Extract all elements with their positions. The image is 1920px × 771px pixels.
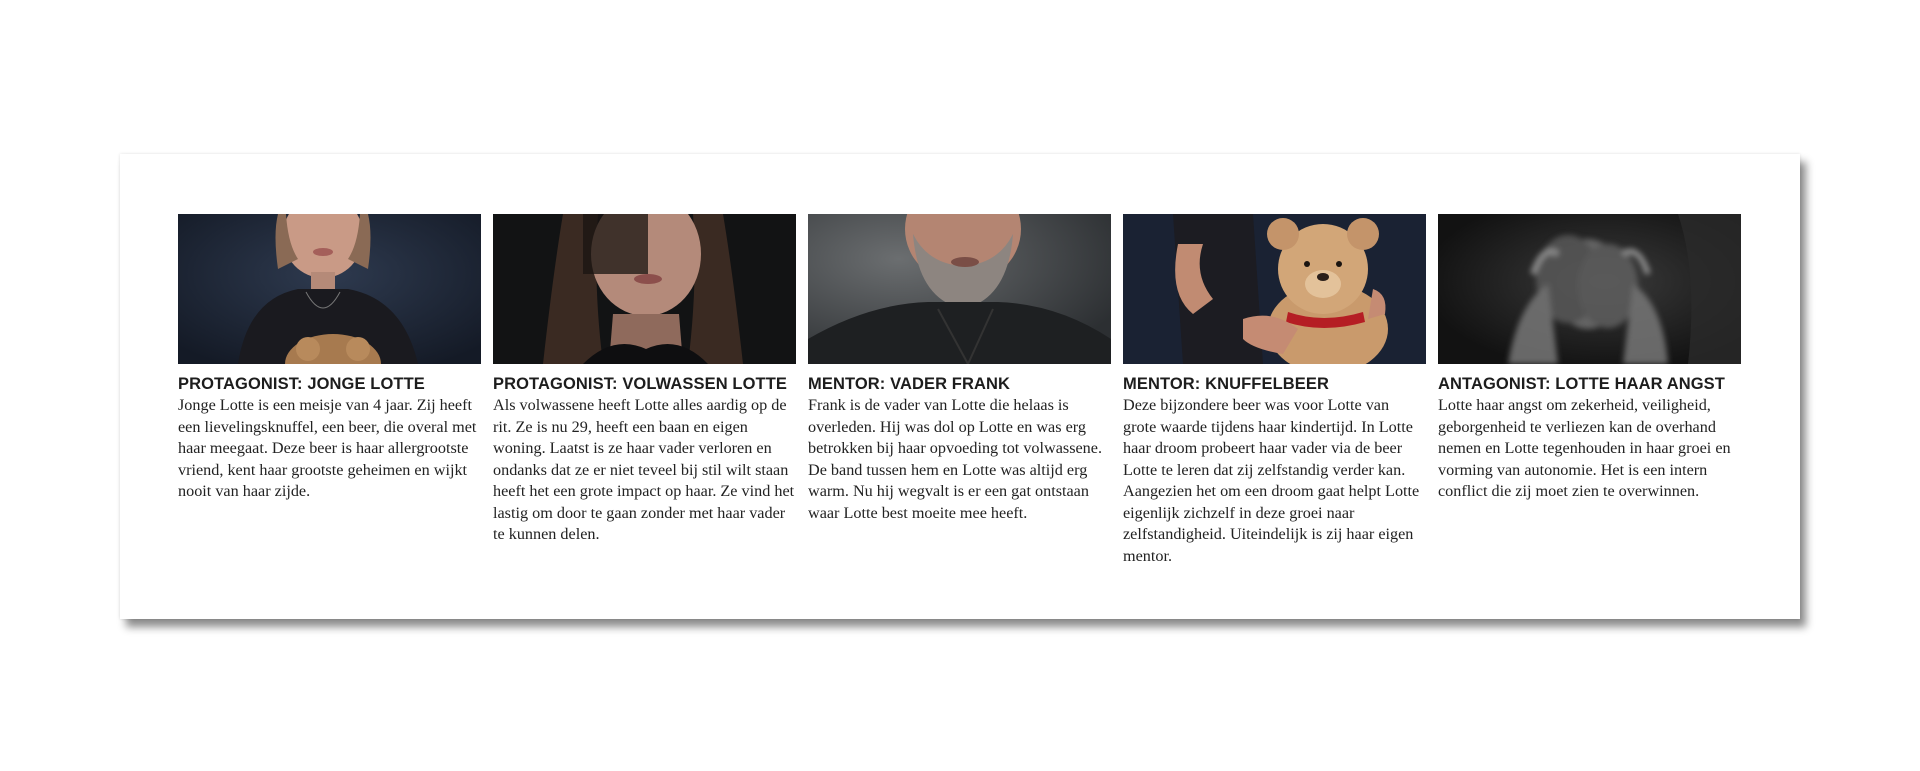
character-card-jonge-lotte (178, 214, 481, 567)
card-description: Frank is de vader van Lotte die helaas is overleden. Hij was dol op Lotte en was erg betrokken bij haar opvoeding tot volwassene. De band tussen hem en Lotte was altijd erg warm. Nu hij wegvalt is er een gat ontstaan waar Lotte best moeite mee heeft. (808, 396, 1102, 522)
card-description: Lotte haar angst om zekerheid, veiligheid, geborgenheid te verliezen kan de overhand nemen en Lotte tegenhouden in haar groei en vorming van autonomie. Het is een intern conflict die zij moet zien te overwinnen. (1438, 396, 1731, 500)
character-card-volwassen-lotte (493, 214, 796, 567)
character-cards (178, 214, 1741, 567)
photo-fearful-woman (1438, 214, 1741, 364)
character-card-vader-frank (808, 214, 1111, 567)
photo-young-girl (178, 214, 481, 364)
card-description: Deze bijzondere beer was voor Lotte van grote waarde tijdens haar kindertijd. In Lotte haar droom probeert haar vader via de beer Lotte te leren dat zij zelfstandig verder kan. Aangezien het om een droom gaat helpt Lotte eigenlijk zichzelf in deze groei naar zelfstandigheid. Uiteindelijk is zij haar eigen mentor. (1123, 396, 1420, 565)
card-title: PROTAGONIST: VOLWASSEN LOTTE (493, 375, 788, 393)
young-girl-image (178, 214, 481, 364)
adult-woman-image (493, 214, 796, 364)
card-title: ANTAGONIST: LOTTE HAAR ANGST (1438, 375, 1725, 393)
character-card-knuffelbeer (1123, 214, 1426, 567)
document-sheet (120, 154, 1800, 619)
character-card-lotte-haar-angst (1438, 214, 1741, 567)
bearded-man-image (808, 214, 1111, 364)
card-description: Als volwassene heeft Lotte alles aardig op de rit. Ze is nu 29, heeft een baan en eigen woning. Laatst is ze haar vader verloren en ondanks dat ze er niet teveel bij stil wilt staan heeft het een grote impact op haar. Ze vind het lastig om door te gaan zonder met haar vader te kunnen delen. (493, 396, 795, 543)
card-title: PROTAGONIST: JONGE LOTTE (178, 375, 425, 393)
photo-bearded-man (808, 214, 1111, 364)
fearful-woman-image (1438, 214, 1741, 364)
card-title: MENTOR: VADER FRANK (808, 375, 1011, 393)
card-title: MENTOR: KNUFFELBEER (1123, 375, 1330, 393)
card-description: Jonge Lotte is een meisje van 4 jaar. Zij heeft een lievelingsknuffel, een beer, die overal met haar meegaat. Deze beer is haar allergrootste vriend, kent haar grootste geheimen en wijkt nooit van haar zijde. (178, 396, 477, 500)
photo-teddy-bear (1123, 214, 1426, 364)
teddy-bear-image (1123, 214, 1426, 364)
photo-adult-woman (493, 214, 796, 364)
